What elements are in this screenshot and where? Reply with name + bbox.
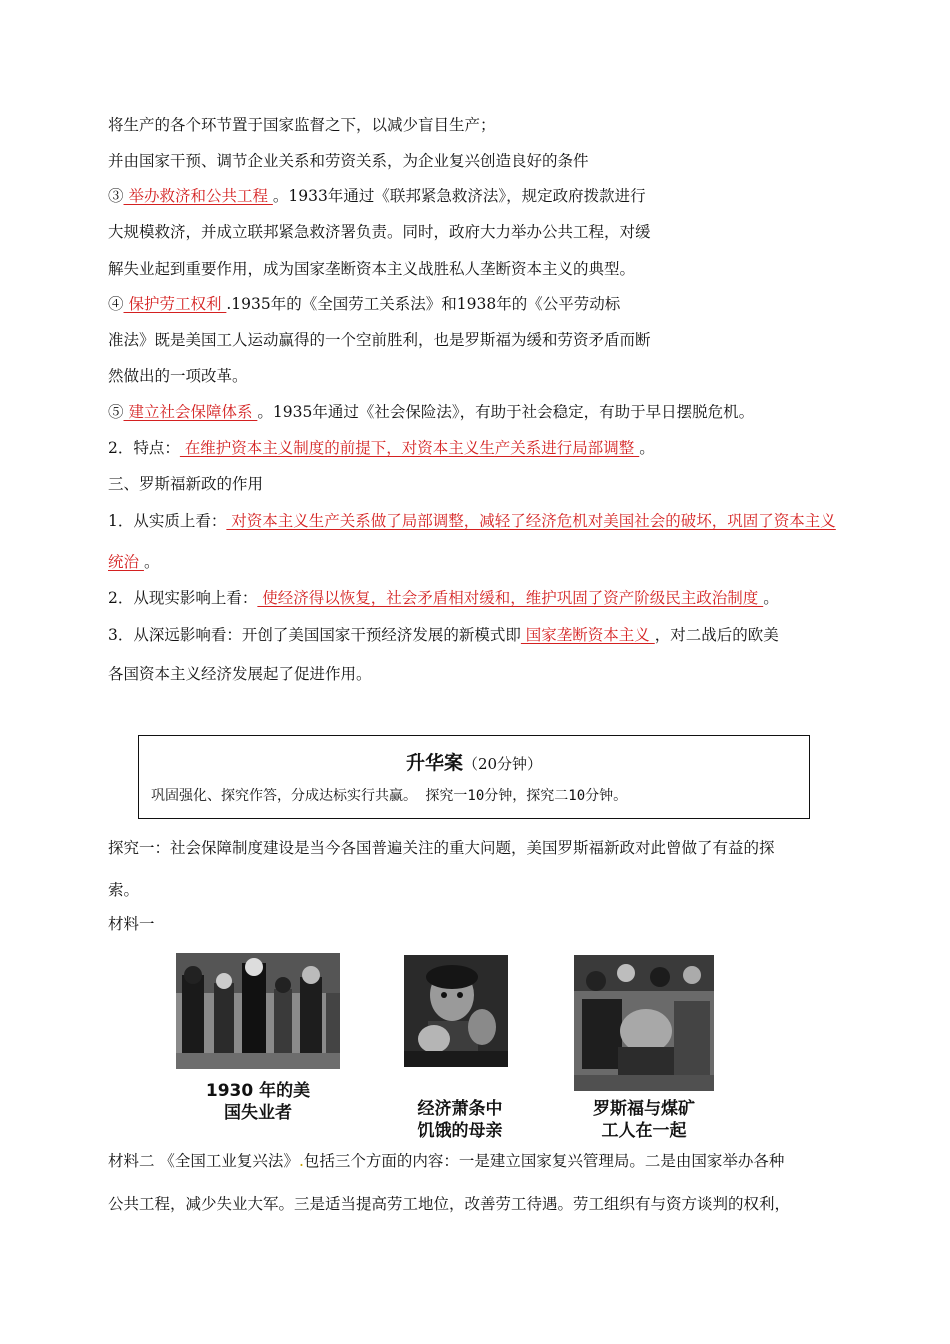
answer-blank: 国家垄断资本主义 xyxy=(520,626,655,644)
item-text: 。1935年通过《社会保险法》，有助于社会稳定，有助于早日摆脱危机。 xyxy=(257,403,755,421)
material-1-label: 材料一 xyxy=(108,915,155,933)
sublimation-box xyxy=(138,735,810,819)
text-line: 将生产的各个环节置于国家监督之下，以减少盲目生产； xyxy=(108,116,496,134)
text-line: 然做出的一项改革。 xyxy=(108,367,248,385)
caption-line: 经济萧条中 xyxy=(417,1099,503,1119)
text-line: 并由国家干预、调节企业关系和劳资关系，为企业复兴创造良好的条件 xyxy=(108,152,589,170)
item-text: 。1933年通过《联邦紧急救济法》，规定政府拨款进行 xyxy=(272,187,646,205)
effect-2 xyxy=(108,588,779,608)
effect-3 xyxy=(108,625,779,645)
answer-blank: 保护劳工权利 xyxy=(123,295,227,313)
photo-caption xyxy=(572,1098,716,1142)
item-number: ④ xyxy=(108,295,124,313)
text-line: 各国资本主义经济发展起了促进作用。 xyxy=(108,665,372,683)
box-title-text: 升华案 xyxy=(405,752,463,774)
photo-unemployed-workers xyxy=(176,953,340,1069)
item-5 xyxy=(108,402,754,422)
item-4 xyxy=(108,294,620,314)
item-3 xyxy=(108,186,646,206)
inquiry-1: 探究一：社会保障制度建设是当今各国普遍关注的重大问题，美国罗斯福新政对此曾做了有益的探 xyxy=(108,839,775,857)
punct: 。 xyxy=(763,589,779,607)
text-line: 大规模救济，并成立联邦紧急救济署负责。同时，政府大力举办公共工程，对缓 xyxy=(108,223,651,241)
answer-blank: 建立社会保障体系 xyxy=(123,403,258,421)
effect-1 xyxy=(108,511,836,531)
material-2 xyxy=(108,1151,784,1171)
effect-1-cont xyxy=(108,552,159,572)
text-line: 解失业起到重要作用，成为国家垄断资本主义战胜私人垄断资本主义的典型。 xyxy=(108,260,636,278)
box-description: 巩固强化、探究作答，分成达标实行共赢。 探究一10分钟，探究二10分钟。 xyxy=(151,788,628,804)
text-line: 公共工程，减少失业大军。三是适当提高劳工地位，改善劳工待遇。劳工组织有与资方谈判的权利， xyxy=(108,1195,791,1213)
feature-line xyxy=(108,438,655,458)
answer-blank: 对资本主义生产关系做了局部调整，减轻了经济危机对美国社会的破坏，巩固了资本主义 xyxy=(226,512,836,530)
label: 3．从深远影响看：开创了美国国家干预经济发展的新模式即 xyxy=(108,626,521,644)
answer-blank: 使经济得以恢复，社会矛盾相对缓和，维护巩固了资产阶级民主政治制度 xyxy=(257,589,764,607)
punct: ，对二战后的欧美 xyxy=(654,626,779,644)
material-2-text: 包括三个方面的内容：一是建立国家复兴管理局。二是由国家举办各种 xyxy=(303,1152,785,1170)
photo-caption xyxy=(398,1098,522,1142)
item-number: ⑤ xyxy=(108,403,124,421)
mark-dot: . xyxy=(298,1152,304,1170)
caption-line: 饥饿的母亲 xyxy=(417,1121,503,1141)
punct: 。 xyxy=(639,439,655,457)
box-time: （20分钟） xyxy=(462,755,543,773)
text-line: 准法》既是美国工人运动赢得的一个空前胜利，也是罗斯福为缓和劳资矛盾而断 xyxy=(108,331,651,349)
material-2-label: 材料二 《全国工业复兴法》 xyxy=(108,1152,299,1170)
label: 2．特点： xyxy=(108,439,180,457)
photo-roosevelt-miners xyxy=(574,955,714,1091)
answer-blank: 在维护资本主义制度的前提下，对资本主义生产关系进行局部调整 xyxy=(179,439,640,457)
caption-line: 1930 年的美 xyxy=(205,1081,311,1101)
photo-caption xyxy=(186,1080,330,1124)
item-number: ③ xyxy=(108,187,124,205)
label: 1．从实质上看： xyxy=(108,512,227,530)
box-title xyxy=(139,748,809,775)
caption-line: 罗斯福与煤矿 xyxy=(593,1099,695,1119)
item-text: .1935年的《全国劳工关系法》和1938年的《公平劳动标 xyxy=(226,295,621,313)
caption-line: 国失业者 xyxy=(224,1103,292,1123)
punct: 。 xyxy=(143,553,160,571)
caption-line: 工人在一起 xyxy=(601,1121,687,1141)
label: 2．从现实影响上看： xyxy=(108,589,258,607)
answer-blank: 统治 xyxy=(108,553,144,571)
photo-hungry-mother xyxy=(404,955,508,1067)
section-heading: 三、罗斯福新政的作用 xyxy=(108,475,264,493)
text-line: 索。 xyxy=(108,881,140,899)
answer-blank: 举办救济和公共工程 xyxy=(123,187,273,205)
